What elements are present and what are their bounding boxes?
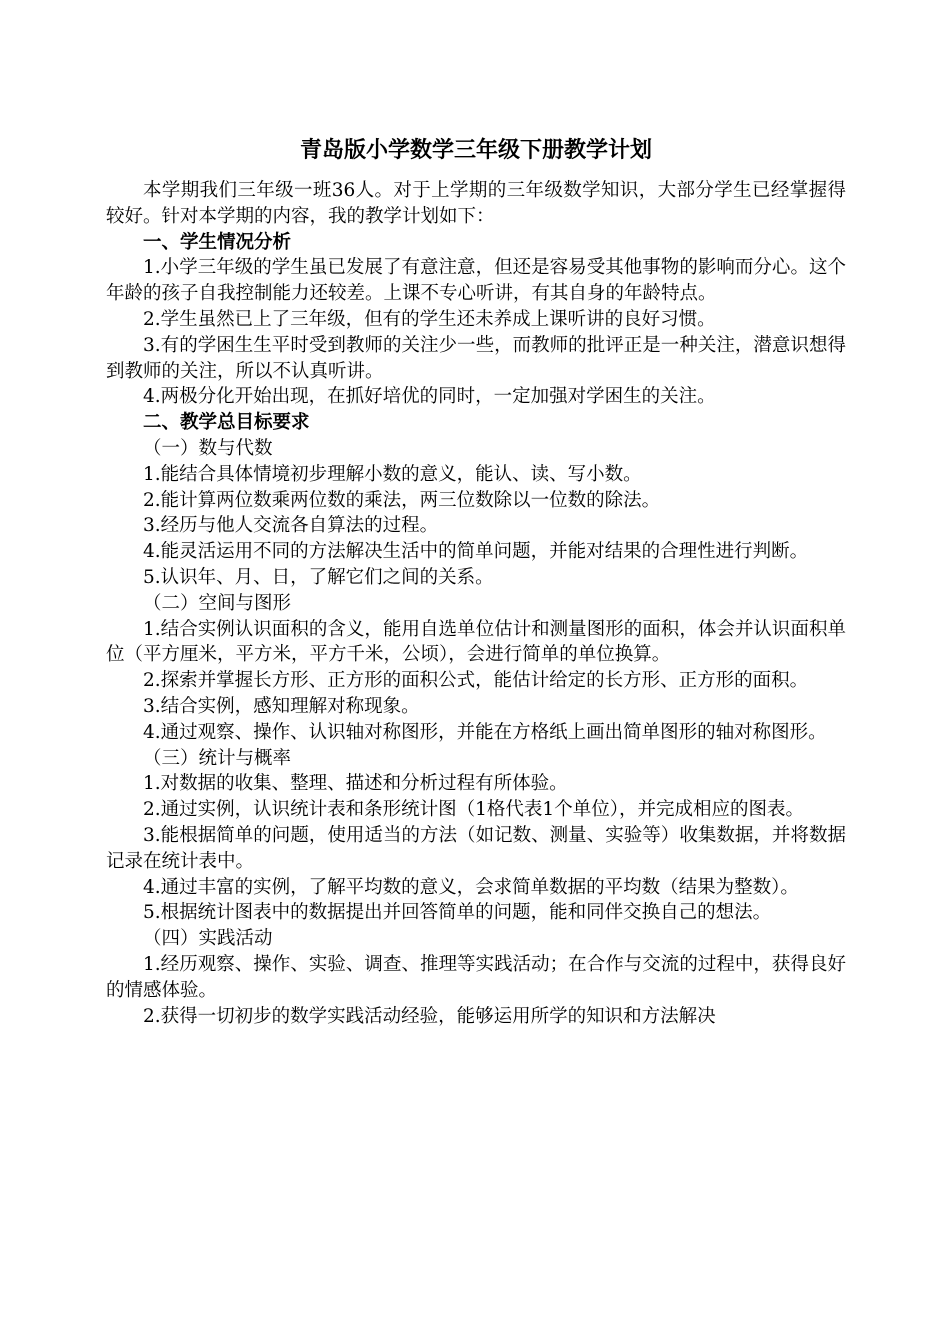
paragraph: 2.能计算两位数乘两位数的乘法，两三位数除以一位数的除法。 [143, 489, 661, 511]
paragraph: 1.小学三年级的学生虽已发展了有意注意，但还是容易受其他事物的影响而分心。这个年龄的孩子自我控制能力还较差。上课不专心听讲，有其自身的年龄特点。 [106, 257, 846, 305]
paragraph: 1.经历观察、操作、实验、调查、推理等实践活动；在合作与交流的过程中，获得良好的情感体验。 [106, 953, 846, 1001]
paragraph: 1.对数据的收集、整理、描述和分析过程有所体验。 [143, 773, 568, 795]
paragraph: 3.有的学困生生平时受到教师的关注少一些，而教师的批评正是一种关注，潜意识想得到教师的关注，所以不认真听讲。 [106, 334, 846, 382]
paragraph: 4.通过观察、操作、认识轴对称图形，并能在方格纸上画出简单图形的轴对称图形。 [143, 721, 827, 743]
paragraph: 4.两极分化开始出现，在抓好培优的同时，一定加强对学困生的关注。 [143, 386, 716, 408]
paragraph: 2.获得一切初步的数学实践活动经验，能够运用所学的知识和方法解决 [143, 1005, 716, 1027]
paragraph: 5.认识年、月、日，了解它们之间的关系。 [143, 566, 494, 588]
paragraph: 3.经历与他人交流各自算法的过程。 [143, 515, 439, 537]
paragraph: （一）数与代数 [143, 437, 273, 459]
section-heading: 二、教学总目标要求 [143, 412, 310, 434]
document-title: 青岛版小学数学三年级下册教学计划 [299, 137, 652, 163]
paragraph: 1.能结合具体情境初步理解小数的意义，能认、读、写小数。 [143, 463, 642, 485]
paragraph: （四）实践活动 [143, 928, 273, 950]
paragraph: 4.能灵活运用不同的方法解决生活中的简单问题，并能对结果的合理性进行判断。 [143, 541, 809, 563]
paragraph-list [106, 178, 846, 1029]
paragraph: 3.结合实例，感知理解对称现象。 [143, 695, 420, 717]
paragraph: （二）空间与图形 [143, 592, 292, 614]
paragraph: 5.根据统计图表中的数据提出并回答简单的问题，能和同伴交换自己的想法。 [143, 902, 772, 924]
document-body [106, 130, 846, 1029]
paragraph: 4.通过丰富的实例，了解平均数的意义，会求简单数据的平均数（结果为整数）。 [143, 876, 799, 898]
paragraph: 2.通过实例，认识统计表和条形统计图（1格代表1个单位），并完成相应的图表。 [143, 799, 804, 821]
paragraph: （三）统计与概率 [143, 747, 292, 769]
paragraph: 2.探索并掌握长方形、正方形的面积公式，能估计给定的长方形、正方形的面积。 [143, 670, 809, 692]
paragraph: 2.学生虽然已上了三年级，但有的学生还未养成上课听讲的良好习惯。 [143, 308, 716, 330]
section-heading: 一、学生情况分析 [143, 231, 292, 253]
paragraph: 本学期我们三年级一班36人。对于上学期的三年级数学知识，大部分学生已经掌握得较好。针对本学期的内容，我的教学计划如下： [106, 180, 846, 227]
paragraph: 1.结合实例认识面积的含义，能用自选单位估计和测量图形的面积，体会并认识面积单位（平方厘米，平方米，平方千米，公顷），会进行简单的单位换算。 [106, 618, 846, 666]
paragraph: 3.能根据简单的问题，使用适当的方法（如记数、测量、实验等）收集数据，并将数据记录在统计表中。 [106, 824, 846, 872]
